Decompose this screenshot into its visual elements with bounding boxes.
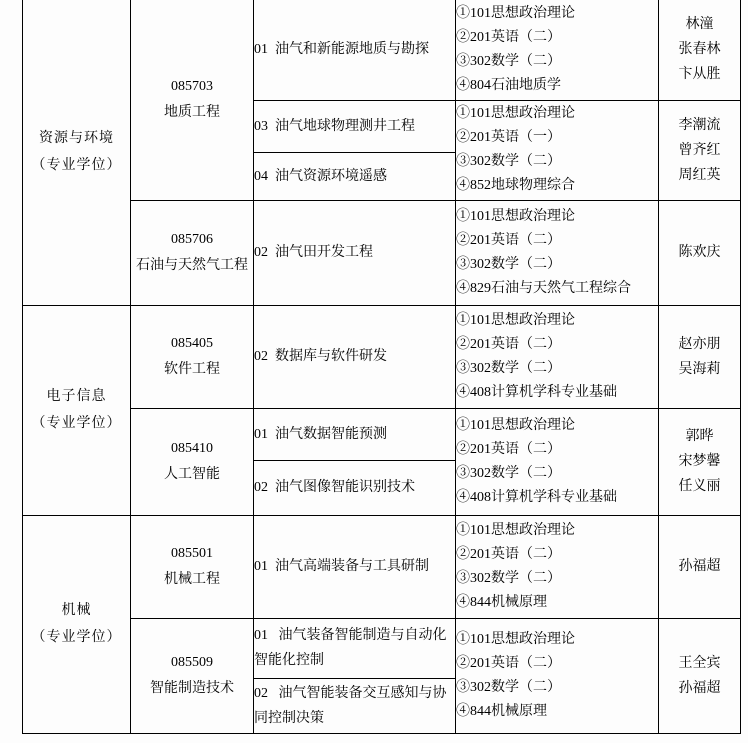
program-code-cell-085410	[131, 408, 254, 515]
program-name: 软件工程	[164, 361, 220, 377]
subjects-cell	[456, 305, 659, 408]
program-code: 085509	[171, 654, 213, 670]
program-code-cell-085706	[131, 200, 254, 305]
subject-line: ④829石油与天然气工程综合	[456, 280, 631, 296]
tutors-cell	[659, 200, 741, 305]
tutor-name: 吴海莉	[678, 361, 721, 377]
direction-cell: 01 油气高端装备与工具研制	[254, 515, 456, 618]
subject-line: ②201英语（二）	[456, 546, 561, 562]
table-row	[23, 305, 741, 408]
subject-line: ④804石油地质学	[456, 77, 561, 93]
program-code: 085405	[171, 335, 213, 351]
subject-line: ④844机械原理	[456, 703, 547, 719]
tutors-cell	[659, 618, 741, 733]
direction-cell: 01 油气和新能源地质与勘探	[254, 0, 456, 100]
tutor-name: 李潮流	[678, 117, 721, 133]
direction-cell: 02 油气智能装备交互感知与协同控制决策	[254, 678, 456, 733]
direction-cell: 03 油气地球物理测井工程	[254, 100, 456, 152]
tutors-cell	[659, 305, 741, 408]
direction-cell: 02 油气田开发工程	[254, 200, 456, 305]
subject-line: ①101思想政治理论	[456, 417, 575, 433]
program-name: 石油与天然气工程	[136, 257, 248, 273]
subject-line: ④408计算机学科专业基础	[456, 489, 617, 505]
tutor-name: 郭晔	[685, 429, 714, 444]
subjects-cell	[456, 408, 659, 515]
direction-cell: 02 数据库与软件研发	[254, 305, 456, 408]
direction-cell: 02 油气图像智能识别技术	[254, 460, 456, 515]
category-line2: （专业学位）	[31, 416, 122, 431]
tutors-cell	[659, 515, 741, 618]
tutor-name: 王全宾	[678, 655, 721, 671]
subject-line: ①101思想政治理论	[456, 5, 575, 21]
program-name: 智能制造技术	[150, 680, 234, 696]
subject-line: ③302数学（二）	[456, 570, 561, 586]
admissions-table	[22, 0, 741, 734]
subject-line: ②201英语（二）	[456, 232, 561, 248]
subject-line: ③302数学（二）	[456, 679, 561, 695]
subject-line: ①101思想政治理论	[456, 106, 575, 121]
program-code-cell-085501	[131, 515, 254, 618]
program-code: 085501	[171, 545, 213, 561]
category-cell-jixie	[23, 515, 131, 733]
tutor-name: 张春林	[678, 42, 721, 58]
subject-line: ④852地球物理综合	[456, 178, 575, 193]
subject-line: ①101思想政治理论	[456, 522, 575, 538]
program-code-cell-085405	[131, 305, 254, 408]
subjects-cell	[456, 515, 659, 618]
subject-line: ④408计算机学科专业基础	[456, 384, 617, 400]
tutors-cell	[659, 0, 741, 100]
direction-cell: 01 油气数据智能预测	[254, 408, 456, 460]
subjects-cell	[456, 100, 659, 200]
category-line1: 机械	[61, 603, 92, 618]
tutors-cell	[659, 100, 741, 200]
program-code-cell-085703	[131, 0, 254, 200]
category-cell-ziyuan	[23, 0, 131, 305]
subject-line: ③302数学（二）	[456, 154, 561, 169]
tutor-name: 卞从胜	[678, 67, 721, 83]
subject-line: ①101思想政治理论	[456, 208, 575, 224]
subject-line: ①101思想政治理论	[456, 312, 575, 328]
direction-cell: 01 油气装备智能制造与自动化智能化控制	[254, 618, 456, 678]
tutor-name: 孙福超	[678, 559, 721, 574]
table-row	[23, 408, 741, 460]
program-code-cell-085509	[131, 618, 254, 733]
table-row	[23, 515, 741, 618]
table-row	[23, 200, 741, 305]
category-line2: （专业学位）	[31, 158, 122, 174]
program-name: 人工智能	[164, 466, 220, 482]
subject-line: ③302数学（二）	[456, 465, 561, 481]
category-line1: 资源与环境	[39, 131, 114, 147]
subject-line: ③302数学（二）	[456, 360, 561, 376]
table-row	[23, 618, 741, 678]
subject-line: ②201英语（一）	[456, 130, 561, 145]
category-line1: 电子信息	[46, 389, 107, 404]
table-row	[23, 0, 741, 100]
tutor-name: 曾齐红	[678, 142, 721, 158]
tutor-name: 宋梦馨	[678, 454, 721, 469]
program-name: 机械工程	[164, 571, 220, 587]
program-code: 085706	[171, 231, 213, 247]
tutor-name: 孙福超	[678, 680, 721, 696]
subject-line: ②201英语（二）	[456, 441, 561, 457]
tutor-name: 周红英	[678, 167, 721, 183]
subject-line: ②201英语（二）	[456, 655, 561, 671]
program-code: 085703	[171, 78, 213, 94]
subject-line: ①101思想政治理论	[456, 631, 575, 647]
tutor-name: 任义丽	[678, 479, 721, 494]
tutor-name: 林潼	[685, 17, 714, 33]
tutor-name: 赵亦朋	[678, 336, 721, 352]
category-line2: （专业学位）	[31, 630, 122, 645]
subjects-cell	[456, 200, 659, 305]
tutor-name: 陈欢庆	[678, 245, 721, 260]
subject-line: ②201英语（二）	[456, 336, 561, 352]
category-cell-dianzi	[23, 305, 131, 515]
subjects-cell	[456, 618, 659, 733]
subjects-cell	[456, 0, 659, 100]
subject-line: ③302数学（二）	[456, 256, 561, 272]
subject-line: ③302数学（二）	[456, 53, 561, 69]
program-code: 085410	[171, 440, 213, 456]
subject-line: ④844机械原理	[456, 594, 547, 610]
program-name: 地质工程	[164, 104, 220, 120]
subject-line: ②201英语（二）	[456, 29, 561, 45]
direction-cell: 04 油气资源环境遥感	[254, 152, 456, 200]
tutors-cell	[659, 408, 741, 515]
